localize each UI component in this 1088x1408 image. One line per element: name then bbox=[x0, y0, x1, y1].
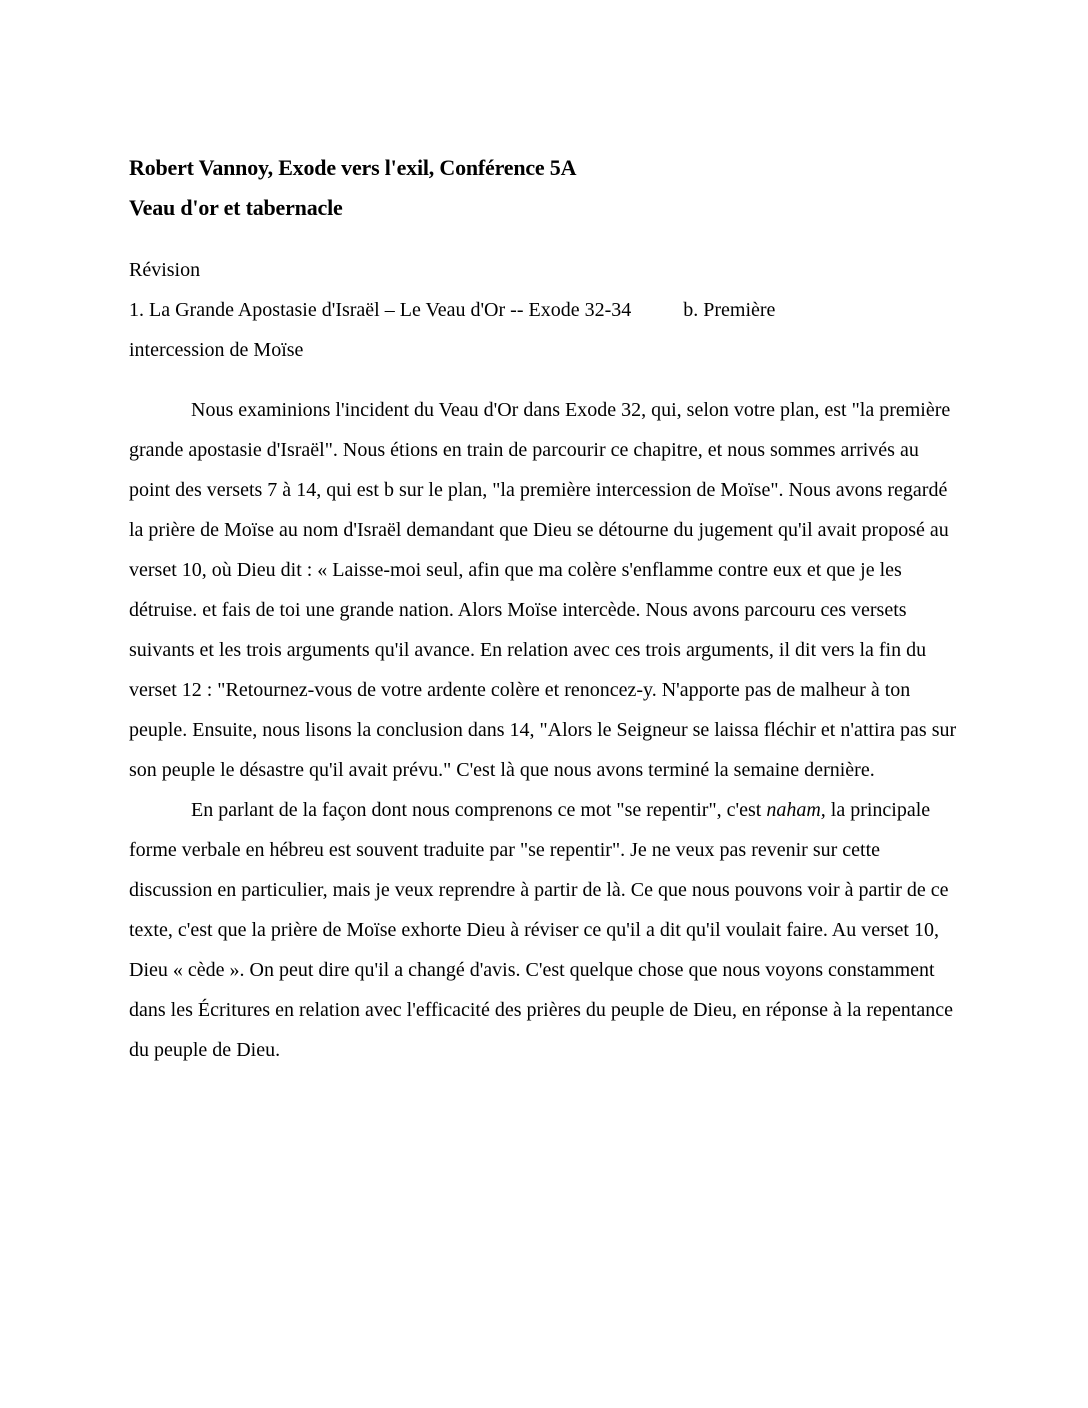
paragraph-2 bbox=[129, 790, 959, 1070]
paragraph-2-text-start: En parlant de la façon dont nous comprenons ce mot "se repentir", c'est bbox=[191, 799, 767, 821]
document-subtitle: Veau d'or et tabernacle bbox=[129, 195, 343, 220]
document-body bbox=[129, 148, 959, 1070]
paragraph-1: Nous examinions l'incident du Veau d'Or dans Exode 32, qui, selon votre plan, est "la première grande apostasie d'Israël". Nous étions en train de parcourir ce chapitre, et nous sommes arrivés au point des versets 7 à 14, qui est b sur le plan, "la première intercession de Moïse". Nous avons regardé la prière de Moïse au nom d'Israël demandant que Dieu se détourne du jugement qu'il avait proposé au verset 10, où Dieu dit : « Laisse-moi seul, afin que ma colère s'enflamme contre eux et que je les détruise. et fais de toi une grande nation. Alors Moïse intercède. Nous avons parcouru ces versets suivants et les trois arguments qu'il avance. En relation avec ces trois arguments, il dit vers la fin du verset 12 : "Retournez-vous de votre ardente colère et renoncez-y. N'apporte pas de malheur à ton peuple. Ensuite, nous lisons la conclusion dans 14, "Alors le Seigneur se laissa fléchir et n'attira pas sur son peuple le désastre qu'il avait prévu." C'est là que nous avons terminé la semaine dernière. bbox=[129, 399, 957, 781]
outline-item-b: b. Première bbox=[683, 299, 776, 321]
outline-block bbox=[129, 290, 959, 370]
revision-label: Révision bbox=[129, 259, 201, 281]
document-title: Robert Vannoy, Exode vers l'exil, Conférence 5A bbox=[129, 155, 577, 180]
paragraph-2-text-end: la principale forme verbale en hébreu est souvent traduite par "se repentir". Je ne veux pas revenir sur cette discussion en particulier, mais je veux reprendre à partir de là. Ce que nous pouvons voir à partir de ce texte, c'est que la prière de Moïse exhorte Dieu à réviser ce qu'il a dit qu'il voulait faire. Au verset 10, Dieu « cède ». On peut dire qu'il a changé d'avis. C'est quelque chose que nous voyons constamment dans les Écritures en relation avec l'efficacité des prières du peuple de Dieu, en réponse à la repentance du peuple de Dieu. bbox=[129, 799, 953, 1061]
outline-item-b-continued: intercession de Moïse bbox=[129, 339, 304, 361]
outline-item-1: 1. La Grande Apostasie d'Israël – Le Veau d'Or -- Exode 32-34 bbox=[129, 299, 632, 321]
hebrew-term: naham, bbox=[766, 799, 826, 821]
